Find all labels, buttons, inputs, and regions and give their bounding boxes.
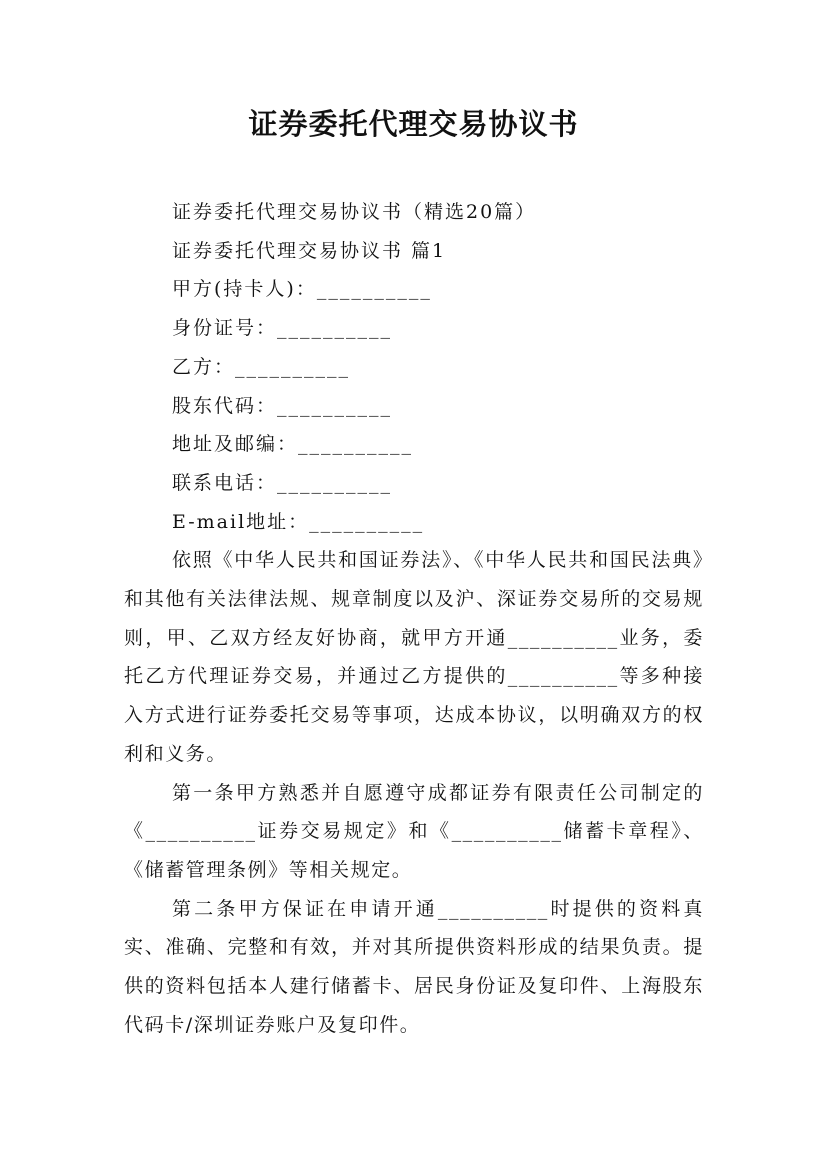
field-party-a: [124, 270, 704, 309]
field-label: 地址及邮编：: [172, 433, 299, 456]
field-address: [124, 425, 704, 464]
field-shareholder-code: [124, 387, 704, 426]
paragraph-preamble: 依照《中华人民共和国证券法》、《中华人民共和国民法典》和其他有关法律法规、规章制度以及沪、深证券交易所的交易规则，甲、乙双方经友好协商，就甲方开通__________业务，委托乙方代理证券交易，并通过乙方提供的__________等多种接入方式进行证券委托交易等事项，达成本协议，以明确双方的权利和义务。: [124, 549, 704, 765]
field-value: __________: [277, 471, 393, 494]
document-subtitle: 证券委托代理交易协议书（精选20篇）: [172, 201, 537, 223]
field-label: 身份证号：: [172, 317, 278, 340]
field-value: __________: [277, 317, 393, 340]
field-value: __________: [277, 394, 393, 417]
field-label: 联系电话：: [172, 471, 278, 494]
field-label: 乙方：: [172, 355, 236, 378]
field-party-b: [124, 348, 704, 387]
field-label: 股东代码：: [172, 394, 278, 417]
field-phone: [124, 464, 704, 503]
field-value: __________: [298, 433, 414, 456]
section-heading: 证券委托代理交易协议书 篇1: [172, 239, 447, 262]
field-label: 甲方(持卡人)：: [172, 278, 317, 301]
field-value: __________: [235, 355, 351, 378]
paragraph-article-1: 第一条甲方熟悉并自愿遵守成都证券有限责任公司制定的《__________证券交易规定》和《__________储蓄卡章程》、《储蓄管理条例》等相关规定。: [124, 781, 704, 881]
field-label: E-mail地址：: [172, 510, 310, 533]
document-body: [124, 193, 704, 1044]
field-value: __________: [309, 510, 425, 533]
paragraph-article-2: 第二条甲方保证在申请开通__________时提供的资料真实、准确、完整和有效，并对其所提供资料形成的结果负责。提供的资料包括本人建行储蓄卡、居民身份证及复印件、上海股东代码卡/深圳证券账户及复印件。: [124, 897, 704, 1036]
field-id-number: [124, 309, 704, 348]
document-title: 证券委托代理交易协议书: [248, 107, 579, 141]
field-value: __________: [316, 278, 432, 301]
field-email: [124, 503, 704, 542]
